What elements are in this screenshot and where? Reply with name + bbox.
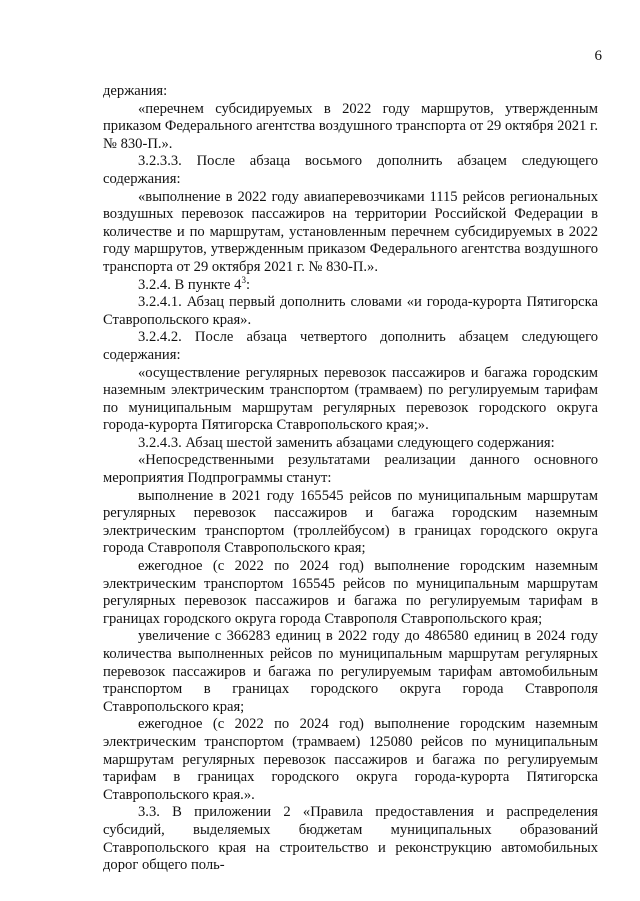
paragraph: увеличение с 366283 единиц в 2022 году до 486580 единиц в 2024 году количества выполненных рейсов по муниципальным маршрутам регулярных перевозок пассажиров и багажа по регулируемым тарифам автомобильным транспортом в границах городского округа города Ставрополя Ставропольского края; [103, 628, 598, 715]
page-number: 6 [594, 48, 602, 64]
paragraph: 3.3. В приложении 2 «Правила предоставления и распределения субсидий, выделяемых бюджетам муниципальных образований Ставропольского края на строительство и реконструкцию автомобильных дорог общего поль- [103, 804, 598, 874]
paragraph: «осуществление регулярных перевозок пассажиров и багажа городским наземным электрическим транспортом (трамваем) по регулируемым тарифам по муниципальным маршрутам регулярных перевозок городского округа города-курорта Пятигорска Ставропольского края;». [103, 364, 598, 434]
paragraph: ежегодное (с 2022 по 2024 год) выполнение городским наземным электрическим транспортом (трамваем) 125080 рейсов по муниципальным маршрутам регулярных перевозок пассажиров и багажа по регулируемым тарифам в границах городского округа города-курорта Пятигорска Ставропольского края.». [103, 716, 598, 803]
paragraph: 3.2.3.3. После абзаца восьмого дополнить абзацем следующего содержания: [103, 153, 598, 187]
paragraph-text: 3.2.4. В пункте 4 [138, 276, 242, 293]
paragraph: «выполнение в 2022 году авиаперевозчиками 1115 рейсов региональных воздушных перевозок пассажиров на территории Российской Федерации в количестве и по маршрутам, установленным перечнем субсидируемых в 2022 году маршрутов, утвержденным приказом Федерального агентства воздушного транспорта от 29 октября 2021 г. № 830-П.». [103, 188, 598, 275]
paragraph: держания: [103, 83, 168, 99]
paragraph [103, 274, 598, 295]
paragraph: выполнение в 2021 году 165545 рейсов по муниципальным маршрутам регулярных перевозок пассажиров и багажа городским наземным электрическим транспортом (троллейбусом) в границах городского округа города Ставрополя Ставропольского края; [103, 487, 598, 557]
paragraph: «Непосредственными результатами реализации данного основного мероприятия Подпрограммы станут: [103, 452, 598, 487]
superscript: 3 [241, 274, 246, 285]
document-body [103, 83, 598, 875]
paragraph: 3.2.4.3. Абзац шестой заменить абзацами следующего содержания: [138, 434, 555, 451]
paragraph: ежегодное (с 2022 по 2024 год) выполнение городским наземным электрическим транспортом 165545 рейсов по муниципальным маршрутам регулярных перевозок пассажиров и багажа по регулируемым тарифам в границах городского округа города Ставрополя Ставропольского края; [103, 558, 598, 627]
paragraph-suffix: : [245, 276, 251, 293]
paragraph: 3.2.4.2. После абзаца четвертого дополнить абзацем следующего содержания: [103, 329, 598, 363]
paragraph: «перечнем субсидируемых в 2022 году маршрутов, утвержденным приказом Федерального агентства воздушного транспорта от 29 октября 2021 г. № 830-П.». [103, 100, 598, 152]
paragraph: 3.2.4.1. Абзац первый дополнить словами «и города-курорта Пятигорска Ставропольского края». [103, 294, 598, 328]
